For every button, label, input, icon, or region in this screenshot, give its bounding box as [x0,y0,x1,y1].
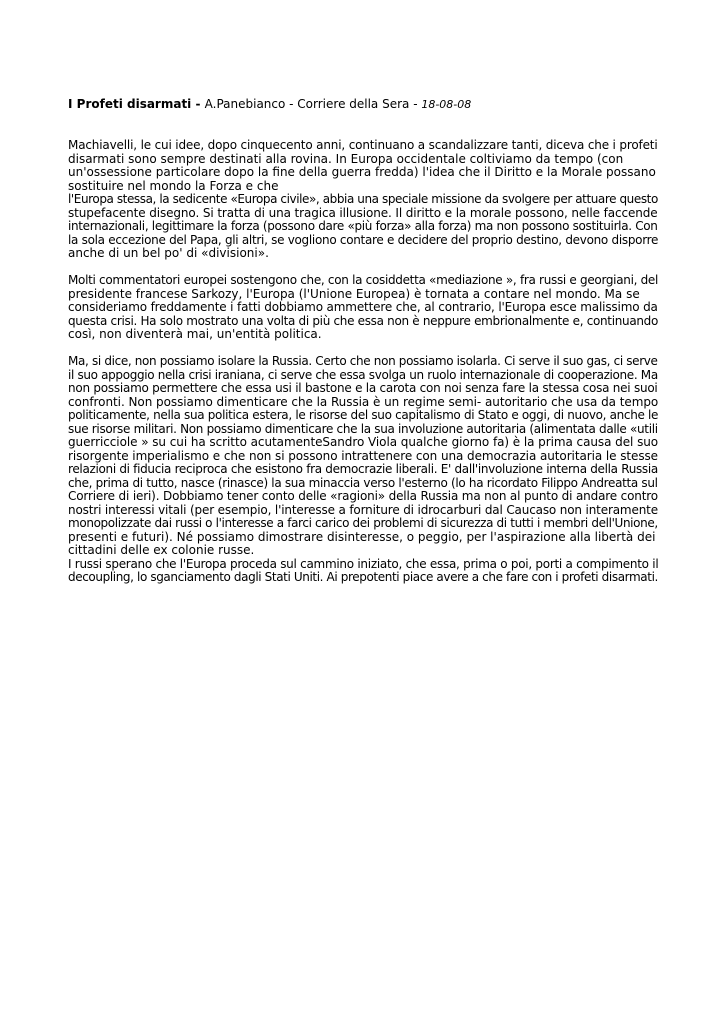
article-paragraph [68,139,658,261]
paragraph-line: non possiamo permettere che essa usi il bastone e la carota con noi senza fare la stessa cosa nei suoi [68,381,658,395]
article-body [68,139,658,585]
paragraph-line: un'ossessione particolare dopo la fine della guerra fredda) l'idea che il Diritto e la Morale possano [68,165,656,179]
paragraph-line: presenti e futuri). Né possiamo dimostrare disinteresse, o peggio, per l'aspirazione alla libertà dei [68,529,656,544]
paragraph-line: anche di un bel po' di «divisioni». [68,246,269,260]
paragraph-line: confronti. Non possiamo dimenticare che la Russia è un regime semi- autoritario che usa da tempo [68,394,659,409]
paragraph-line: consideriamo freddamente i fatti dobbiamo ammettere che, al contrario, l'Europa esce malissimo da [68,300,658,314]
paragraph-line: l'Europa stessa, la sedicente «Europa civile», abbia una speciale missione da svolgere per attuare questo [68,192,658,206]
paragraph-line: relazioni di fiducia reciproca che esistono fra democrazie liberali. E' dall'involuzione interna della Russia [68,462,658,476]
paragraph-line: sostituire nel mondo la Forza e che [68,178,279,193]
paragraph-line: questa crisi. Ha solo mostrato una volta di più che essa non è neppure embrionalmente e, continuando [68,313,659,328]
paragraph-line: così, non diventerà mai, un'entità politica. [68,327,322,341]
article-title: I Profeti disarmati - [68,97,205,111]
paragraph-line: che, prima di tutto, nasce (rinasce) la sua minaccia verso l'esterno (lo ha ricordato Filippo Andreatta sul [68,475,658,490]
paragraph-line: Corriere di ieri). Dobbiamo tener conto delle «ragioni» della Russia ma non al punto di andare contro [68,489,658,503]
article-paragraph [68,355,658,585]
paragraph-line: il suo appoggio nella crisi iraniana, ci serve che essa svolga un ruolo internazionale di cooperazione. Ma [68,367,658,382]
paragraph-line: guerricciole » su cui ha scritto acutamenteSandro Viola qualche giorno fa) è la prima causa del suo [68,435,659,449]
article-header [68,97,658,112]
article-byline: A.Panebianco - Corriere della Sera - [204,97,422,111]
paragraph-line: stupefacente disegno. Si tratta di una tragica illusione. Il diritto e la morale possono, nelle faccende [68,205,658,220]
paragraph-line: monopolizzate dai russi o l'interesse a farci carico dei problemi di sicurezza di tutti i membri dell'Unione, [68,516,658,530]
paragraph-line: politicamente, nella sua politica estera, le risorse del suo capitalismo di Stato e oggi, di nuovo, anche le [68,408,659,422]
paragraph-line: nostri interessi vitali (per esempio, l'interesse a forniture di idrocarburi dal Caucaso non interamente [68,502,658,517]
paragraph-line: Ma, si dice, non possiamo isolare la Russia. Certo che non possiamo isolarla. Ci serve il suo gas, ci serve [68,354,658,368]
paragraph-line: decoupling, lo sganciamento dagli Stati Uniti. Ai prepotenti piace avere a che fare con i profeti disarmati. [68,570,658,584]
paragraph-line: disarmati sono sempre destinati alla rovina. In Europa occidentale coltiviamo da tempo (con [68,151,624,166]
paragraph-line: Molti commentatori europei sostengono che, con la cosiddetta «mediazione », fra russi e georgiani, del [68,273,659,287]
paragraph-line: I russi sperano che l'Europa proceda sul cammino iniziato, che essa, prima o poi, porti a compimento il [68,556,659,571]
paragraph-line: Machiavelli, le cui idee, dopo cinquecento anni, continuano a scandalizzare tanti, diceva che i profeti [68,138,658,152]
document-page [68,97,658,598]
article-date: 18-08-08 [421,98,472,111]
paragraph-line: presidente francese Sarkozy, l'Europa (l'Unione Europea) è tornata a contare nel mondo. Ma se [68,286,640,301]
article-paragraph [68,274,658,342]
paragraph-line: cittadini delle ex colonie russe. [68,543,255,557]
paragraph-line: la sola eccezione del Papa, gli altri, se vogliono contare e decidere del proprio destino, devono disporre [68,232,659,247]
paragraph-line: sue risorse militari. Non possiamo dimenticare che la sua involuzione autoritaria (alimentata dalle «utili [68,421,658,436]
paragraph-line: internazionali, legittimare la forza (possono dare «più forza» alla forza) ma non possono sostituirla. Con [68,219,658,233]
paragraph-line: risorgente imperialismo e che non si possono intrattenere con una democrazia autoritaria le stesse [68,448,658,463]
